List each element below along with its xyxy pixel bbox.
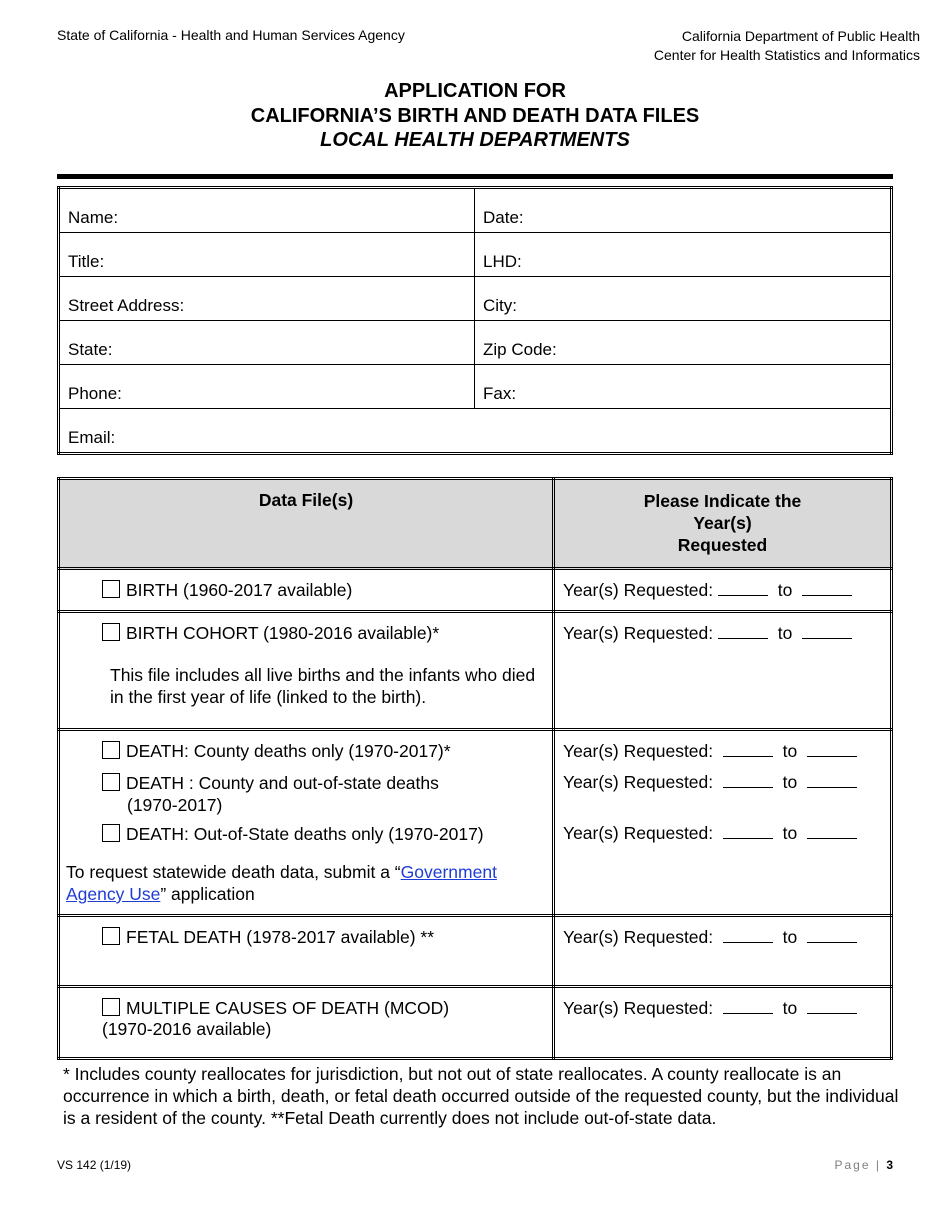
death-oos-year-from[interactable] <box>723 823 773 839</box>
department-name: California Department of Public Health <box>681 28 920 44</box>
footnote: * Includes county reallocates for jurisdiction, but not out of state reallocates. A county reallocate is an occurrence in which a birth, death, or fetal death occurred outside of the requested county, but the individual is a resident of the county. **Fetal Death currently does not include out-of-state data. <box>63 1064 899 1128</box>
fetal-year-from[interactable] <box>723 927 773 943</box>
state-field[interactable] <box>59 321 475 365</box>
death-county-years <box>563 741 882 762</box>
email-field[interactable] <box>59 409 892 454</box>
fetal-death-label: FETAL DEATH (1978-2017 available) ** <box>126 927 435 947</box>
birth-cohort-checkbox[interactable] <box>102 623 120 641</box>
title-line-1: APPLICATION FOR <box>384 80 566 102</box>
death-county-label: DEATH: County deaths only (1970-2017)* <box>126 741 451 761</box>
name-field[interactable] <box>59 188 475 233</box>
death-oos-checkbox[interactable] <box>102 824 120 842</box>
birth-checkbox[interactable] <box>102 580 120 598</box>
title-line-2: CALIFORNIA’S BIRTH AND DEATH DATA FILES <box>250 104 700 127</box>
street-address-field[interactable] <box>59 277 475 321</box>
date-label: Date: <box>483 208 524 227</box>
year-label: Year(s) Requested: <box>563 927 714 947</box>
statewide-note <box>60 861 544 905</box>
birth-cohort-description: This file includes all live births and the infants who died in the first year of life (linked to the birth). <box>110 665 536 707</box>
birth-year-to[interactable] <box>802 580 852 596</box>
death-county-oos-checkbox[interactable] <box>102 773 120 791</box>
center-name: Center for Health Statistics and Informatics <box>653 47 920 63</box>
years-header-line-3: Requested <box>677 535 768 555</box>
name-label: Name: <box>68 208 119 227</box>
death-oos-years-field <box>563 823 882 844</box>
fetal-death-checkbox[interactable] <box>102 927 120 945</box>
phone-field[interactable] <box>59 365 475 409</box>
birth-year-from[interactable] <box>718 580 768 596</box>
year-label: Year(s) Requested: <box>563 741 714 761</box>
to-label: to <box>782 998 798 1018</box>
title-label: Title: <box>68 252 105 271</box>
mcod-row <box>59 987 554 1059</box>
fetal-year-to[interactable] <box>807 927 857 943</box>
death-oos-year-to[interactable] <box>807 823 857 839</box>
state-label: State: <box>68 340 113 359</box>
page-label: Page <box>834 1158 871 1172</box>
birth-cohort-label: BIRTH COHORT (1980-2016 available)* <box>126 623 440 643</box>
fax-field[interactable] <box>475 365 892 409</box>
phone-label: Phone: <box>68 384 122 403</box>
death-row <box>59 730 554 916</box>
death-oos-line <box>60 824 544 845</box>
death-oos-label: DEATH: Out-of-State deaths only (1970-2017) <box>126 824 484 844</box>
zip-code-label: Zip Code: <box>483 340 557 359</box>
years-header-line-2: Year(s) <box>693 513 752 533</box>
form-id: VS 142 (1/19) <box>57 1158 132 1172</box>
birth-row <box>59 569 554 612</box>
death-county-year-to[interactable] <box>807 741 857 757</box>
death-county-year-from[interactable] <box>723 741 773 757</box>
fax-label: Fax: <box>483 384 517 403</box>
mcod-years <box>554 987 892 1059</box>
death-county-oos-label: DEATH : County and out-of-state deaths <box>126 773 439 793</box>
year-label: Year(s) Requested: <box>563 772 714 792</box>
year-label: Year(s) Requested: <box>563 823 714 843</box>
contact-info-table <box>57 186 893 455</box>
lhd-field[interactable] <box>475 233 892 277</box>
mcod-checkbox[interactable] <box>102 998 120 1016</box>
data-files-table <box>57 477 893 1060</box>
city-label: City: <box>483 296 517 315</box>
to-label: to <box>782 823 798 843</box>
street-address-label: Street Address: <box>68 296 185 315</box>
email-label: Email: <box>68 428 116 447</box>
to-label: to <box>782 741 798 761</box>
year-label: Year(s) Requested: <box>563 998 714 1018</box>
birth-cohort-row <box>59 612 554 730</box>
page-number: 3 <box>886 1158 893 1172</box>
statewide-pre: To request statewide death data, submit a “ <box>66 862 401 882</box>
fetal-death-row <box>59 916 554 987</box>
years-header-line-1: Please Indicate the <box>643 491 802 511</box>
years-requested-header <box>554 479 892 569</box>
birth-label: BIRTH (1960-2017 available) <box>126 580 353 600</box>
death-county-oos-year-from[interactable] <box>723 772 773 788</box>
death-county-line <box>60 741 544 762</box>
death-county-checkbox[interactable] <box>102 741 120 759</box>
page-indicator: Page | 3 <box>834 1158 893 1172</box>
death-county-oos-year-to[interactable] <box>807 772 857 788</box>
death-years <box>554 730 892 916</box>
city-field[interactable] <box>475 277 892 321</box>
data-files-header: Data File(s) <box>59 479 554 569</box>
birth-cohort-years <box>554 612 892 730</box>
death-county-oos-line <box>60 772 544 816</box>
department-header <box>654 27 920 65</box>
to-label: to <box>777 580 793 600</box>
mcod-years-available: (1970-2016 available) <box>102 1019 272 1039</box>
birth-cohort-year-to[interactable] <box>802 623 852 639</box>
mcod-label: MULTIPLE CAUSES OF DEATH (MCOD) <box>126 998 450 1018</box>
fetal-death-years <box>554 916 892 987</box>
year-label: Year(s) Requested: <box>563 623 714 643</box>
birth-years <box>554 569 892 612</box>
title-rule <box>57 174 893 179</box>
zip-code-field[interactable] <box>475 321 892 365</box>
to-label: to <box>777 623 793 643</box>
death-county-oos-years: (1970-2017) <box>127 795 223 815</box>
title-field[interactable] <box>59 233 475 277</box>
date-field[interactable] <box>475 188 892 233</box>
mcod-line <box>68 998 544 1019</box>
mcod-year-from[interactable] <box>723 998 773 1014</box>
statewide-post: ” application <box>160 884 255 904</box>
to-label: to <box>782 772 798 792</box>
birth-cohort-year-from[interactable] <box>718 623 768 639</box>
mcod-year-to[interactable] <box>807 998 857 1014</box>
government-agency-use-link[interactable]: Government Agency Use <box>66 862 497 904</box>
title-line-3: LOCAL HEALTH DEPARTMENTS <box>320 129 630 151</box>
agency-header: State of California - Health and Human Services Agency <box>57 27 405 43</box>
death-county-oos-years-field <box>563 772 882 793</box>
year-label: Year(s) Requested: <box>563 580 714 600</box>
to-label: to <box>782 927 798 947</box>
lhd-label: LHD: <box>483 252 522 271</box>
page-title <box>0 79 950 153</box>
